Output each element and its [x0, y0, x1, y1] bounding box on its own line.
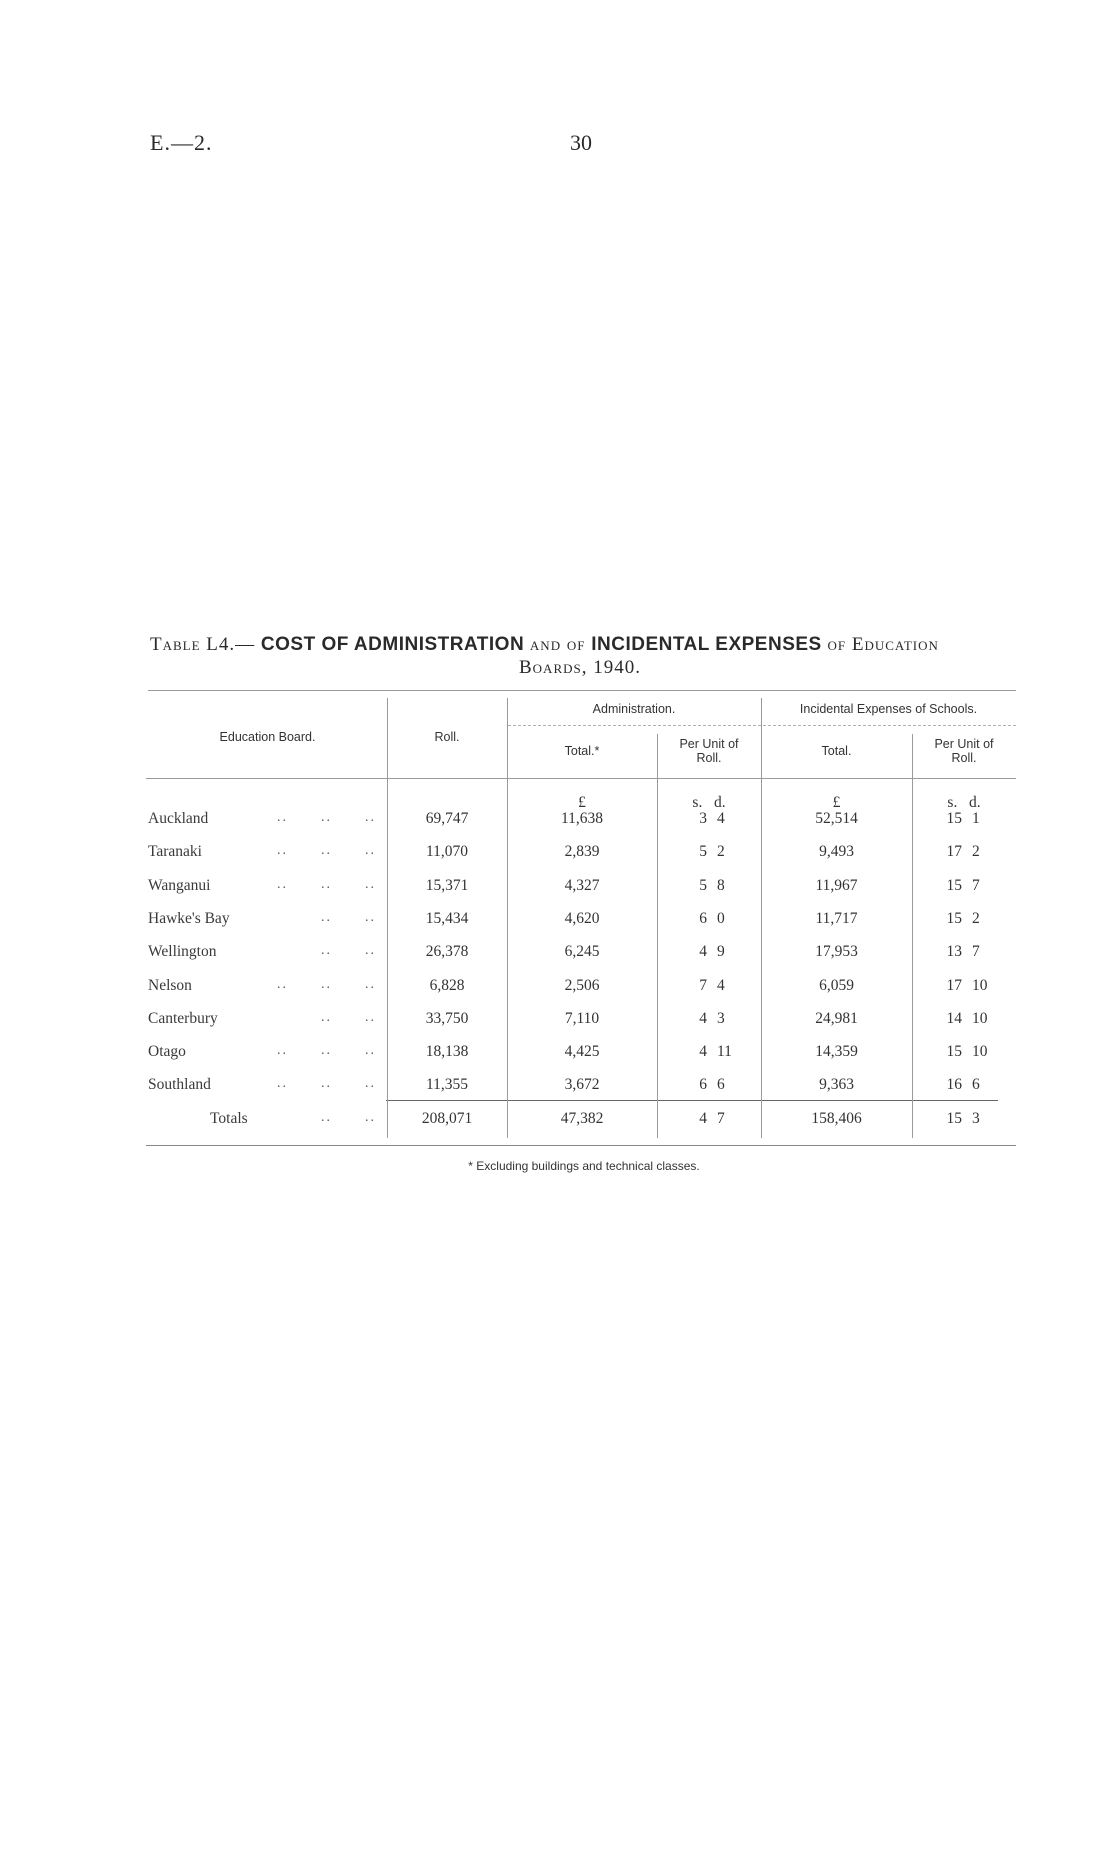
board-name: Nelson	[148, 977, 192, 994]
column-header-roll: Roll.	[434, 730, 460, 744]
inc-pence: 2	[972, 843, 980, 860]
inc-shillings: 15	[946, 1043, 962, 1060]
adm-pence: 6	[717, 1076, 725, 1093]
adm-shillings: 4	[699, 1043, 707, 1060]
adm-pence: 4	[717, 977, 725, 994]
inc-pence: 10	[972, 977, 988, 994]
board-name: Auckland	[148, 810, 209, 827]
adm-total-value: 3,672	[564, 1076, 600, 1093]
adm-total-value: 4,620	[564, 910, 600, 927]
board-name: Wellington	[148, 943, 217, 960]
adm-total-value: 6,245	[564, 943, 600, 960]
table-title	[150, 634, 1010, 656]
inc-pence: 2	[972, 910, 980, 927]
table-bottom-rule	[146, 1145, 1016, 1146]
inc-shillings: 13	[946, 943, 962, 960]
inc-shillings: 15	[946, 877, 962, 894]
adm-pence: 8	[717, 877, 725, 894]
board-name: Southland	[148, 1076, 211, 1093]
inc-total-value: 24,981	[815, 1010, 858, 1027]
cost-table	[148, 690, 1016, 1150]
inc-total-value: 11,717	[815, 910, 858, 927]
roll-value: 15,434	[425, 910, 469, 927]
inc-pence: 1	[972, 810, 980, 827]
title-part-2: INCIDENTAL EXPENSES	[591, 634, 822, 655]
roll-value: 11,070	[425, 843, 469, 860]
inc-shillings: 15	[946, 1110, 962, 1127]
board-name: Totals	[210, 1110, 248, 1127]
leader-dots: .. .. ..	[277, 810, 376, 825]
title-part-1: COST OF ADMINISTRATION	[260, 634, 525, 655]
column-header-adm-per-unit: Per Unit of Roll.	[679, 737, 739, 765]
board-name: Hawke's Bay	[148, 910, 230, 927]
adm-shillings: 4	[699, 943, 707, 960]
column-header-administration: Administration.	[592, 702, 676, 716]
board-name: Canterbury	[148, 1010, 218, 1027]
inc-shillings: 17	[946, 843, 962, 860]
table-top-rule	[148, 690, 1016, 691]
adm-total-value: 4,425	[564, 1043, 600, 1060]
leader-dots: .. ..	[321, 1110, 376, 1125]
inc-pence: 10	[972, 1043, 988, 1060]
adm-total-value: 4,327	[564, 877, 600, 894]
inc-shillings: 16	[946, 1076, 962, 1093]
roll-value: 26,378	[425, 943, 469, 960]
roll-value: 15,371	[425, 877, 469, 894]
unit-adm-total: £	[578, 794, 586, 811]
roll-value: 18,138	[425, 1043, 469, 1060]
administration-group-rule	[508, 725, 761, 726]
adm-total-value: 2,506	[564, 977, 600, 994]
column-header-inc-total: Total.	[821, 744, 852, 758]
adm-shillings: 6	[699, 1076, 707, 1093]
roll-value: 11,355	[425, 1076, 469, 1093]
inc-total-value: 6,059	[819, 977, 854, 994]
inc-total-value: 158,406	[811, 1110, 862, 1127]
adm-shillings: 4	[699, 1110, 707, 1127]
column-header-adm-total: Total.*	[564, 744, 600, 758]
leader-dots: .. .. ..	[277, 843, 376, 858]
board-name: Wanganui	[148, 877, 211, 894]
adm-pence: 11	[717, 1043, 732, 1060]
adm-shillings: 6	[699, 910, 707, 927]
adm-pence: 4	[717, 810, 725, 827]
adm-pence: 7	[717, 1110, 725, 1127]
inc-total-value: 9,363	[819, 1076, 854, 1093]
column-header-incidental: Incidental Expenses of Schools.	[799, 702, 978, 716]
column-header-board: Education Board.	[219, 730, 316, 744]
adm-shillings: 5	[699, 843, 707, 860]
adm-total-value: 11,638	[560, 810, 604, 827]
board-name: Taranaki	[148, 843, 202, 860]
inc-total-value: 9,493	[819, 843, 854, 860]
adm-pence: 3	[717, 1010, 725, 1027]
roll-value: 6,828	[429, 977, 465, 994]
leader-dots: .. ..	[321, 1010, 376, 1025]
unit-adm-per-unit: s. d.	[692, 794, 726, 811]
inc-shillings: 14	[946, 1010, 962, 1027]
inc-pence: 10	[972, 1010, 988, 1027]
table-label: Table L4.—	[150, 634, 256, 655]
column-header-inc-per-unit: Per Unit of Roll.	[934, 737, 994, 765]
footnote: * Excluding buildings and technical classes.	[468, 1159, 700, 1173]
adm-total-value: 2,839	[564, 843, 600, 860]
leader-dots: .. .. ..	[277, 1043, 376, 1058]
unit-inc-per-unit: s. d.	[947, 794, 981, 811]
table-title-line-2	[150, 657, 1010, 679]
totals-rule	[386, 1100, 998, 1101]
title-line-2-text: Boards, 1940.	[519, 657, 641, 678]
adm-shillings: 3	[699, 810, 707, 827]
roll-value: 208,071	[421, 1110, 473, 1127]
inc-pence: 3	[972, 1110, 980, 1127]
page-number: 30	[570, 130, 592, 155]
title-connector-2: of	[827, 634, 847, 655]
inc-total-value: 11,967	[815, 877, 858, 894]
inc-total-value: 17,953	[815, 943, 858, 960]
inc-pence: 7	[972, 877, 980, 894]
adm-pence: 9	[717, 943, 725, 960]
leader-dots: .. .. ..	[277, 877, 376, 892]
adm-total-value: 7,110	[564, 1010, 600, 1027]
adm-pence: 2	[717, 843, 725, 860]
adm-pence: 0	[717, 910, 725, 927]
adm-shillings: 7	[699, 977, 707, 994]
leader-dots: .. ..	[321, 910, 376, 925]
board-name: Otago	[148, 1043, 186, 1060]
inc-shillings: 15	[946, 910, 962, 927]
adm-shillings: 5	[699, 877, 707, 894]
adm-total-value: 47,382	[560, 1110, 604, 1127]
leader-dots: .. .. ..	[277, 977, 376, 992]
roll-value: 69,747	[425, 810, 469, 827]
inc-shillings: 17	[946, 977, 962, 994]
header-bottom-rule	[146, 778, 1016, 779]
leader-dots: .. ..	[321, 943, 376, 958]
roll-value: 33,750	[425, 1010, 469, 1027]
unit-inc-total: £	[832, 794, 841, 811]
inc-total-value: 14,359	[815, 1043, 858, 1060]
title-part-3: Education	[851, 634, 939, 655]
leader-dots: .. .. ..	[277, 1076, 376, 1091]
incidental-group-rule	[763, 725, 1016, 726]
title-connector-1: and of	[529, 634, 586, 655]
page-code: E.—2.	[150, 130, 213, 155]
adm-shillings: 4	[699, 1010, 707, 1027]
inc-total-value: 52,514	[815, 810, 858, 827]
inc-pence: 7	[972, 943, 980, 960]
inc-pence: 6	[972, 1076, 980, 1093]
inc-shillings: 15	[946, 810, 962, 827]
